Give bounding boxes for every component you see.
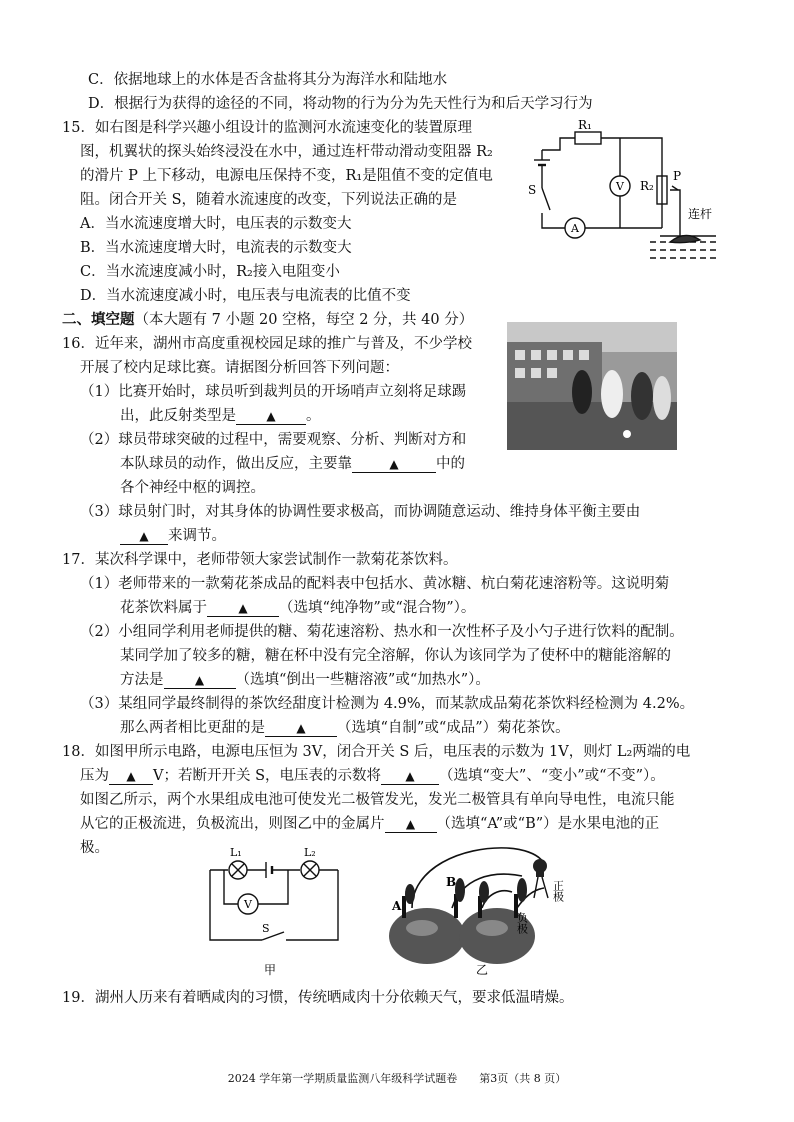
q18-fig-jia-caption: 甲 xyxy=(264,963,277,977)
answer-blank[interactable] xyxy=(352,456,436,473)
q15-option-c: C．当水流速度减小时，R₂接入电阻变小 xyxy=(80,264,340,280)
q16-part1-line2: 出，此反射类型是 ▲ 。 xyxy=(120,408,321,424)
q18-fig-negative: 负极 xyxy=(515,912,529,934)
q18-fig-a: A xyxy=(392,899,402,913)
blank-triangle-icon: ▲ xyxy=(266,409,276,423)
ammeter-symbol: A xyxy=(571,222,579,235)
q15-fig-r2: R₂ xyxy=(640,179,654,193)
q16-stem-line2: 开展了校内足球比赛。请据图分析回答下列问题： xyxy=(80,360,399,376)
q18-stem-line4: 从它的正极流进，负极流出，则图乙中的金属片 ▲ （选填“A”或“B”）是水果电池的正 xyxy=(80,816,660,832)
q16-part1-line1: （1）比赛开始时，球员听到裁判员的开场哨声立刻将足球踢 xyxy=(80,384,467,400)
page-footer: 2024 学年第一学期质量监测八年级科学试题卷 第3页（共 8 页） xyxy=(227,1072,567,1085)
q18-circuit-jia-figure xyxy=(200,838,350,978)
q18-stem-line1: 18．如图甲所示电路，电源电压恒为 3V，闭合开关 S 后，电压表的示数为 1V，则灯 L₂两端的电 xyxy=(62,744,691,760)
q18-fig-b: B xyxy=(446,875,457,889)
section-2-desc: （本大题有 7 小题 20 空格，每空 2 分，共 40 分） xyxy=(134,312,474,328)
q18-fruit-battery-yi-figure xyxy=(372,838,592,978)
q15-fig-s: S xyxy=(528,183,537,197)
q14-option-c: C．依据地球上的水体是否含盐将其分为海洋水和陆地水 xyxy=(88,72,448,88)
blank-triangle-icon: ▲ xyxy=(126,769,136,783)
q15-option-a: A．当水流速度增大时，电压表的示数变大 xyxy=(80,216,352,232)
q15-option-d: D．当水流速度减小时，电压表与电流表的比值不变 xyxy=(80,288,411,304)
q17-part1-line1: （1）老师带来的一款菊花茶成品的配料表中包括水、黄冰糖、杭白菊花速溶粉等。这说明菊 xyxy=(80,576,670,592)
voltmeter-symbol: V xyxy=(244,898,252,911)
q15-stem-line2: 图，机翼状的探头始终浸没在水中，通过连杆带动滑动变阻器 R₂ xyxy=(80,144,493,160)
blank-triangle-icon: ▲ xyxy=(296,721,306,735)
q15-stem-line4: 阻。闭合开关 S，随着水流速度的改变，下列说法正确的是 xyxy=(80,192,458,208)
q18-fig-s: S xyxy=(262,922,270,935)
section-2-title: 二、填空题 xyxy=(62,311,135,328)
soccer-match-photo xyxy=(507,322,677,450)
answer-blank[interactable] xyxy=(109,768,153,785)
q18-fig-l2: L₂ xyxy=(304,846,316,859)
q18-stem-line3: 如图乙所示，两个水果组成电池可使发光二极管发光，发光二极管具有单向导电性，电流只能 xyxy=(80,792,675,808)
q18-stem-line2: 压为 ▲ V；若断开开关 S，电压表的示数将 ▲ （选填“变大”、“变小”或“不变”）。 xyxy=(80,768,665,784)
q16-part2-line2: 本队球员的动作，做出反应，主要靠 ▲ 中的 xyxy=(120,456,465,472)
q16-part3-line1: （3）球员射门时，对其身体的协调性要求极高，而协调随意运动、维持身体平衡主要由 xyxy=(80,504,641,520)
q18-stem-line5: 极。 xyxy=(80,840,109,856)
q18-fig-l1: L₁ xyxy=(230,846,242,859)
blank-triangle-icon: ▲ xyxy=(238,601,248,615)
q17-part3-line1: （3）某组同学最终制得的茶饮经甜度计检测为 4.9%，而某款成品菊花茶饮料经检测为 4.2%。 xyxy=(80,696,695,712)
section-2-heading xyxy=(62,310,473,330)
q18-fig-positive: 正极 xyxy=(551,880,565,902)
q16-part2-line3: 各个神经中枢的调控。 xyxy=(120,480,265,496)
blank-triangle-icon: ▲ xyxy=(194,673,205,687)
q18-fig-yi-caption: 乙 xyxy=(476,963,489,977)
q17-part3-line2: 那么两者相比更甜的是 ▲ （选填“自制”或“成品”）菊花茶饮。 xyxy=(120,720,570,736)
answer-blank[interactable] xyxy=(207,600,279,617)
q17-part2-line3: 方法是 ▲ （选填“倒出一些糖溶液”或“加热水”）。 xyxy=(120,672,490,688)
q17-part1-line2: 花茶饮料属于 ▲ （选填“纯净物”或“混合物”）。 xyxy=(120,600,476,616)
q15-fig-p: P xyxy=(673,169,682,183)
blank-triangle-icon: ▲ xyxy=(405,817,416,831)
q16-stem-line1: 16．近年来，湖州市高度重视校园足球的推广与普及，不少学校 xyxy=(62,336,472,352)
blank-triangle-icon: ▲ xyxy=(389,457,399,471)
q16-part3-line2: ▲ 来调节。 xyxy=(120,526,226,546)
q15-option-b: B．当水流速度增大时，电流表的示数变大 xyxy=(80,240,352,256)
answer-blank[interactable] xyxy=(236,408,306,425)
q19-stem-line1: 19．湖州人历来有着晒咸肉的习惯，传统晒咸肉十分依赖天气，要求低温晴燥。 xyxy=(62,990,574,1006)
answer-blank[interactable] xyxy=(164,672,236,689)
q17-part2-line1: （2）小组同学利用老师提供的糖、菊花速溶粉、热水和一次性杯子及小勺子进行饮料的配制。 xyxy=(80,624,684,640)
q15-circuit-figure xyxy=(520,118,730,268)
blank-triangle-icon: ▲ xyxy=(139,529,149,543)
blank-triangle-icon: ▲ xyxy=(405,769,415,783)
q14-option-d: D．根据行为获得的途径的不同，将动物的行为分为先天性行为和后天学习行为 xyxy=(88,96,593,112)
voltmeter-symbol: V xyxy=(616,180,624,193)
answer-blank[interactable] xyxy=(385,816,437,833)
answer-blank[interactable] xyxy=(120,528,168,545)
q16-part2-line1: （2）球员带球突破的过程中，需要观察、分析、判断对方和 xyxy=(80,432,467,448)
answer-blank[interactable] xyxy=(265,720,337,737)
q15-fig-rod: 连杆 xyxy=(688,207,713,221)
answer-blank[interactable] xyxy=(381,768,439,785)
q15-fig-r1: R₁ xyxy=(578,118,592,132)
q15-stem-line1: 15．如右图是科学兴趣小组设计的监测河水流速变化的装置原理 xyxy=(62,120,472,136)
q17-part2-line2: 某同学加了较多的糖，糖在杯中没有完全溶解，你认为该同学为了使杯中的糖能溶解的 xyxy=(120,648,671,664)
q15-stem-line3: 的滑片 P 上下移动，电源电压保持不变，R₁是阻值不变的定值电 xyxy=(80,168,493,184)
q17-stem-line1: 17．某次科学课中，老师带领大家尝试制作一款菊花茶饮料。 xyxy=(62,552,458,568)
